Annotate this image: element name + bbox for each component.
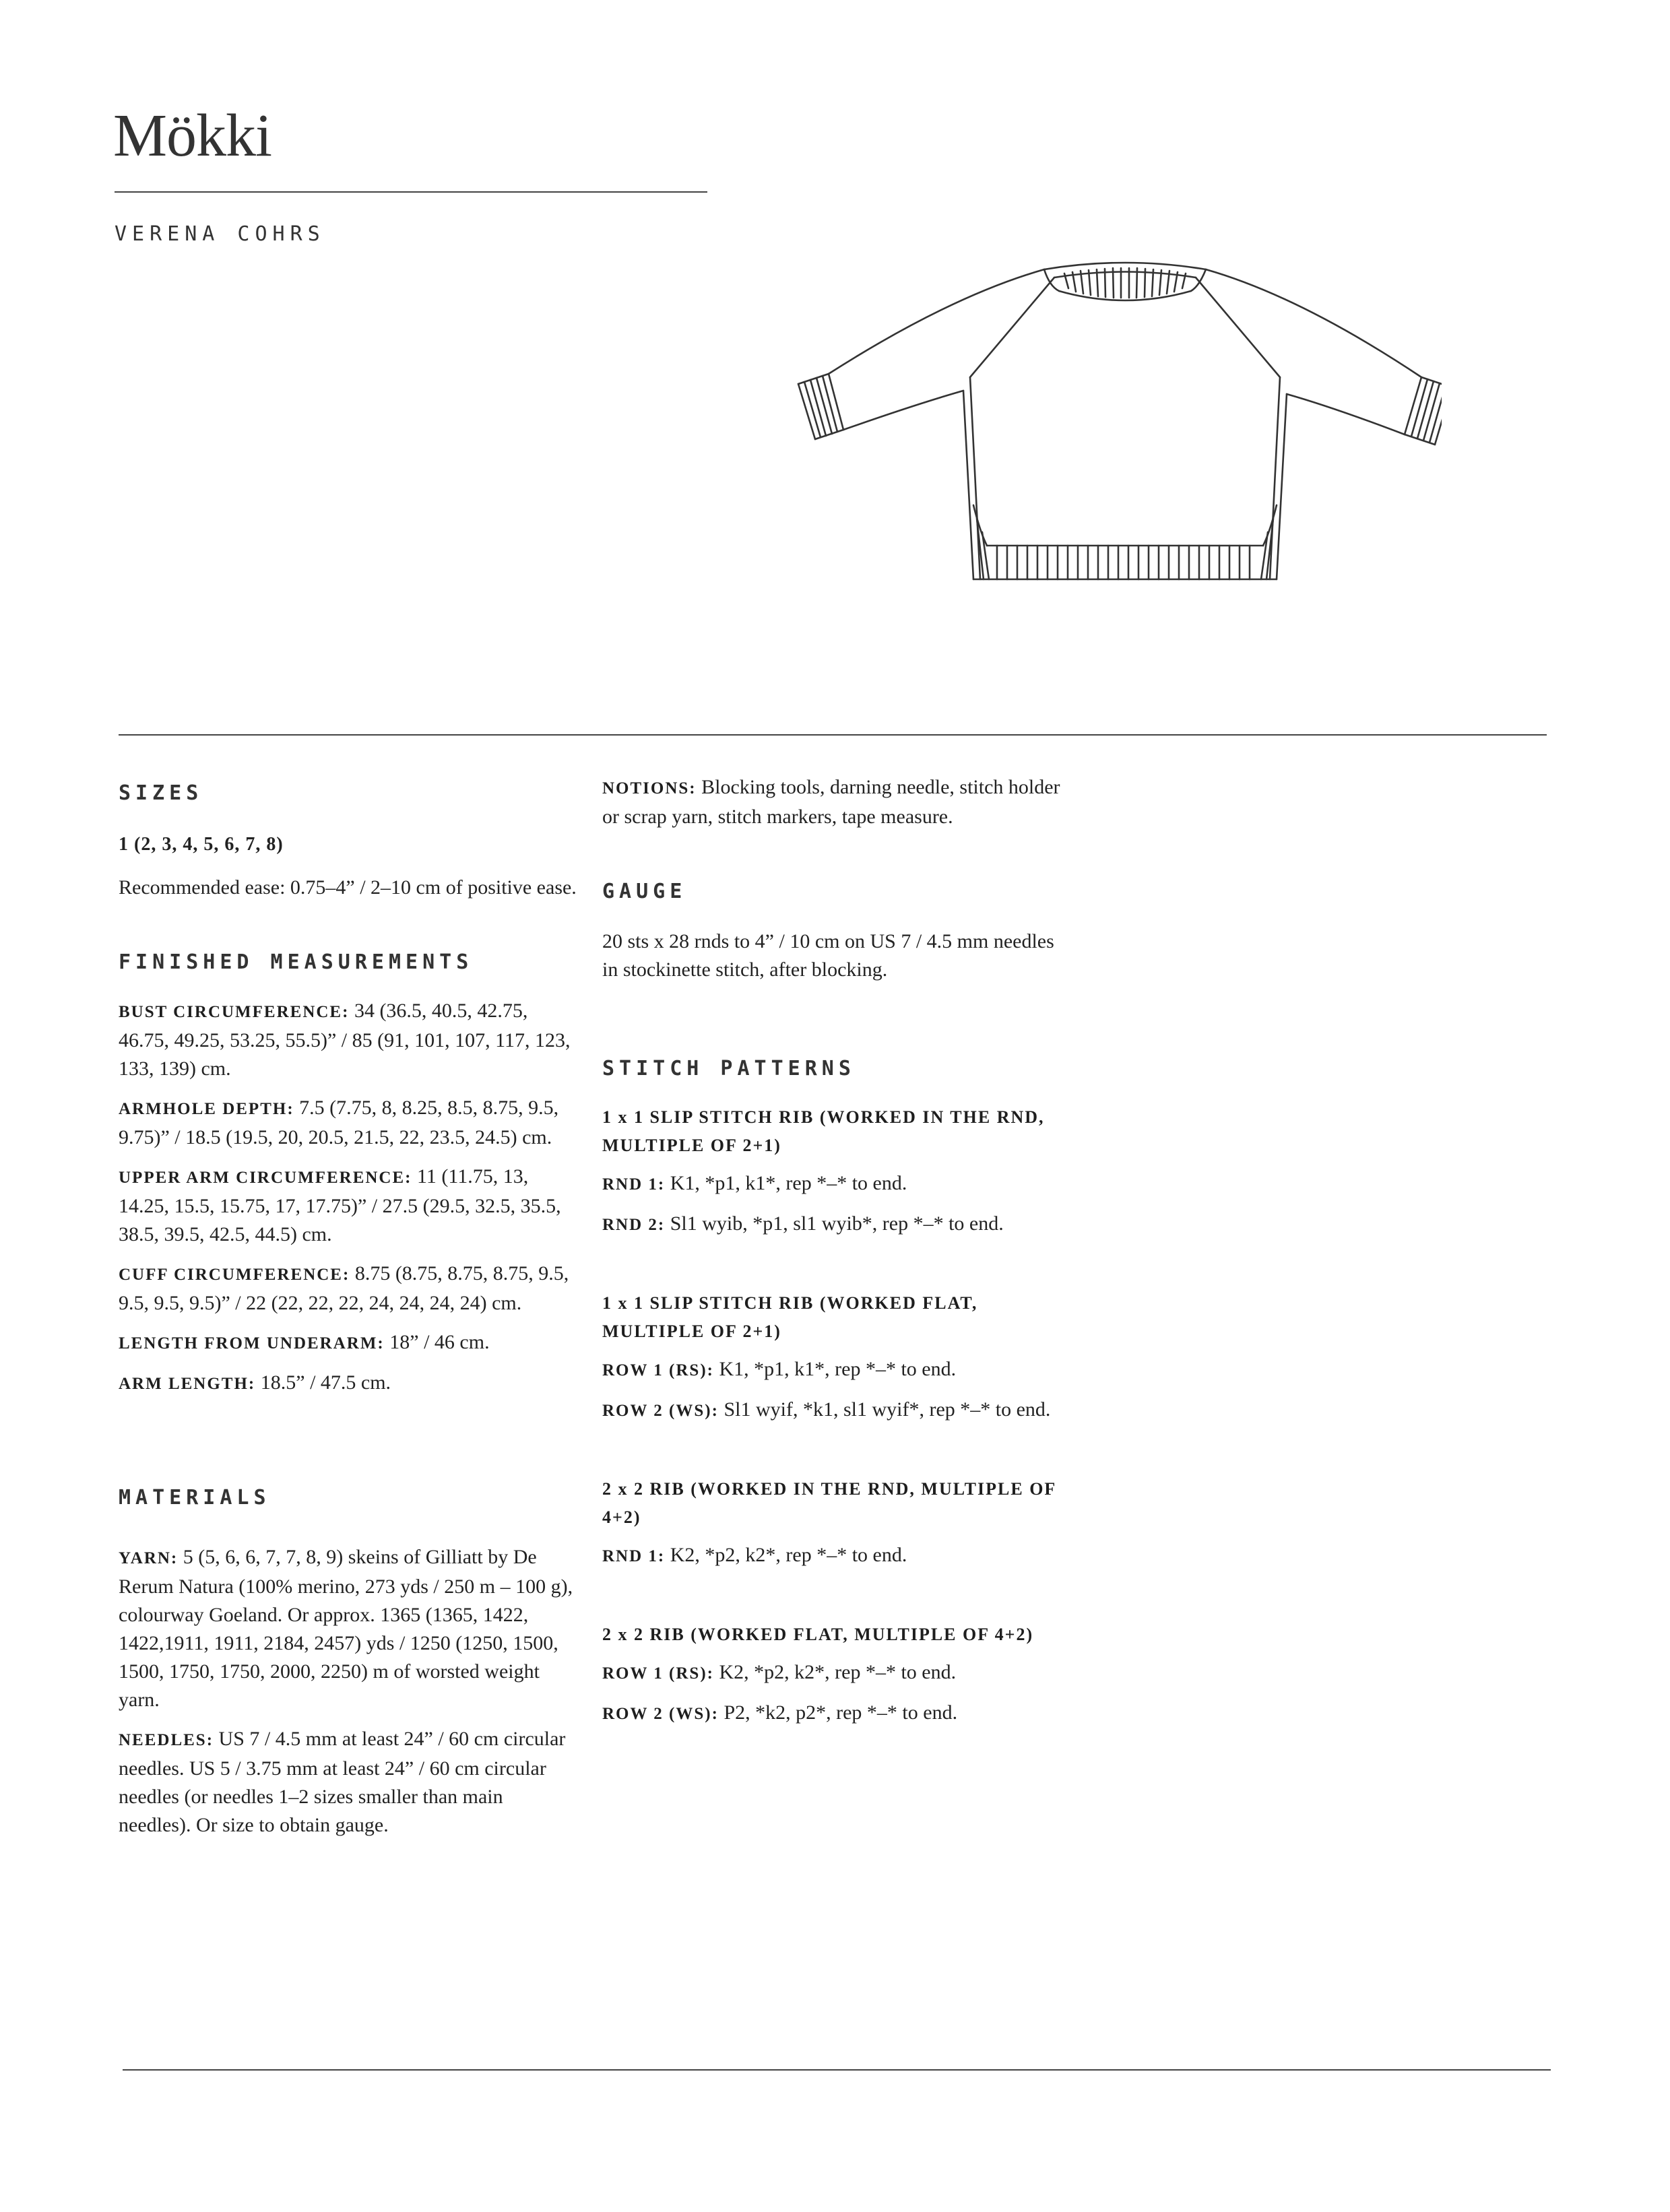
notions-paragraph — [602, 773, 1067, 831]
hem-ribbing — [977, 519, 1273, 579]
row-text: P2, *k2, p2*, rep *–* to end. — [724, 1701, 958, 1724]
stitch-pattern-row — [602, 1699, 1067, 1728]
sizes-ease: Recommended ease: 0.75–4” / 2–10 cm of positive ease. — [119, 876, 577, 899]
stitch-pattern-row — [602, 1658, 1067, 1688]
row-text: K1, *p1, k1*, rep *–* to end. — [670, 1172, 907, 1194]
stitch-pattern-title: 2 x 2 RIB (WORKED FLAT, MULTIPLE OF 4+2) — [602, 1625, 1034, 1644]
measurement-upper-arm — [119, 1163, 577, 1249]
row-text: K2, *p2, k2*, rep *–* to end. — [670, 1544, 907, 1566]
measurement-value: 34 (36.5, 40.5, 42.75, 46.75, 49.25, 53.25, 55.5)” / 85 (91, 101, 107, 117, 123, 133, 139) cm. — [119, 1000, 571, 1080]
gauge-section — [602, 880, 1067, 984]
measurement-cuff — [119, 1260, 577, 1318]
row-label: ROW 2 (WS): — [602, 1402, 719, 1420]
materials-needles — [119, 1725, 577, 1840]
row-text: K2, *p2, k2*, rep *–* to end. — [719, 1661, 957, 1683]
section-divider — [119, 734, 1547, 736]
row-text: Sl1 wyif, *k1, sl1 wyif*, rep *–* to end. — [724, 1398, 1051, 1421]
materials-section — [119, 1486, 577, 1840]
sizes-heading: SIZES — [119, 781, 203, 805]
measurement-label: ARMHOLE DEPTH: — [119, 1100, 294, 1118]
left-column — [119, 781, 577, 1840]
stitch-pattern-row — [602, 1169, 1067, 1199]
materials-yarn — [119, 1543, 577, 1714]
stitch-pattern — [602, 1621, 1067, 1728]
row-label: RND 1: — [602, 1175, 666, 1194]
measurement-value: 11 (11.75, 13, 14.25, 15.5, 15.75, 17, 17.75)” / 27.5 (29.5, 32.5, 35.5, 38.5, 39.5, 42.5, 44.5) cm. — [119, 1165, 561, 1245]
stitch-pattern-row — [602, 1396, 1067, 1425]
sweater-illustration — [748, 249, 1442, 599]
stitch-pattern-row — [602, 1355, 1067, 1385]
row-label: ROW 1 (RS): — [602, 1664, 714, 1683]
page-title: Mökki — [113, 102, 272, 169]
title-divider — [115, 191, 707, 193]
stitch-pattern-row — [602, 1541, 1067, 1571]
materials-value: 5 (5, 6, 6, 7, 7, 8, 9) skeins of Gilliatt by De Rerum Natura (100% merino, 273 yds / 250 m – 100 g), colourway Goeland. Or approx. 1365 (1365, 1422, 1422,1911, 1911, 2184, 2457) yds / 1250 (1250, 1500, 1500, 1750, 1750, 2000, 2250) m of worsted weight yarn. — [119, 1546, 573, 1711]
materials-value: US 7 / 4.5 mm at least 24” / 60 cm circular needles. US 5 / 3.75 mm at least 24” / 60 cm circular needles (or needles 1–2 sizes smaller than main needles). Or size to obtain gauge. — [119, 1728, 566, 1836]
stitch-patterns-heading: STITCH PATTERNS — [602, 1057, 856, 1080]
sizes-section — [119, 781, 577, 902]
measurement-arm-length — [119, 1369, 577, 1398]
row-label: RND 1: — [602, 1547, 666, 1565]
stitch-pattern — [602, 1475, 1067, 1571]
stitch-pattern-row — [602, 1210, 1067, 1239]
stitch-pattern-title: 1 x 1 SLIP STITCH RIB (WORKED FLAT, MULTIPLE OF 2+1) — [602, 1293, 978, 1341]
notions-value: Blocking tools, darning needle, stitch holder or scrap yarn, stitch markers, tape measure. — [602, 776, 1060, 828]
measurement-bust — [119, 997, 577, 1083]
finished-measurements-section — [119, 950, 577, 1398]
row-text: Sl1 wyib, *p1, sl1 wyib*, rep *–* to end. — [670, 1212, 1004, 1235]
stitch-pattern-title: 1 x 1 SLIP STITCH RIB (WORKED IN THE RND, MULTIPLE OF 2+1) — [602, 1107, 1045, 1155]
measurement-value: 7.5 (7.75, 8, 8.25, 8.5, 8.75, 9.5, 9.75)” / 18.5 (19.5, 20, 20.5, 21.5, 22, 23.5, 24.5) cm. — [119, 1097, 559, 1148]
sizes-list: 1 (2, 3, 4, 5, 6, 7, 8) — [119, 834, 284, 855]
measurement-label: ARM LENGTH: — [119, 1375, 256, 1393]
materials-label: NEEDLES: — [119, 1731, 214, 1749]
measurement-label: UPPER ARM CIRCUMFERENCE: — [119, 1169, 412, 1187]
stitch-pattern-title: 2 x 2 RIB (WORKED IN THE RND, MULTIPLE OF 4+2) — [602, 1479, 1056, 1527]
notions-label: NOTIONS: — [602, 779, 697, 798]
measurement-length — [119, 1328, 577, 1358]
stitch-pattern — [602, 1289, 1067, 1425]
row-text: K1, *p1, k1*, rep *–* to end. — [719, 1358, 957, 1380]
finished-measurements-heading: FINISHED MEASUREMENTS — [119, 950, 474, 974]
right-column — [602, 773, 1067, 1728]
materials-heading: MATERIALS — [119, 1486, 271, 1509]
measurement-label: CUFF CIRCUMFERENCE: — [119, 1266, 350, 1284]
gauge-heading: GAUGE — [602, 880, 687, 903]
row-label: ROW 1 (RS): — [602, 1361, 714, 1379]
cuff-ribbing — [798, 374, 1442, 445]
measurement-value: 18.5” / 47.5 cm. — [260, 1371, 391, 1394]
measurement-label: LENGTH FROM UNDERARM: — [119, 1334, 385, 1353]
measurement-armhole — [119, 1094, 577, 1152]
footer-divider — [123, 2069, 1551, 2071]
author-name: VERENA COHRS — [115, 222, 325, 246]
sweater-body-outline — [829, 263, 1421, 579]
stitch-pattern — [602, 1103, 1067, 1239]
stitch-patterns-section — [602, 1057, 1067, 1728]
measurement-label: BUST CIRCUMFERENCE: — [119, 1003, 350, 1021]
measurement-value: 8.75 (8.75, 8.75, 8.75, 9.5, 9.5, 9.5, 9.5)” / 22 (22, 22, 22, 24, 24, 24, 24) cm. — [119, 1262, 569, 1314]
measurement-value: 18” / 46 cm. — [389, 1331, 490, 1353]
row-label: ROW 2 (WS): — [602, 1705, 719, 1723]
gauge-text: 20 sts x 28 rnds to 4” / 10 cm on US 7 / 4.5 mm needles in stockinette stitch, after blocking. — [602, 930, 1054, 981]
row-label: RND 2: — [602, 1216, 666, 1234]
materials-label: YARN: — [119, 1549, 179, 1567]
